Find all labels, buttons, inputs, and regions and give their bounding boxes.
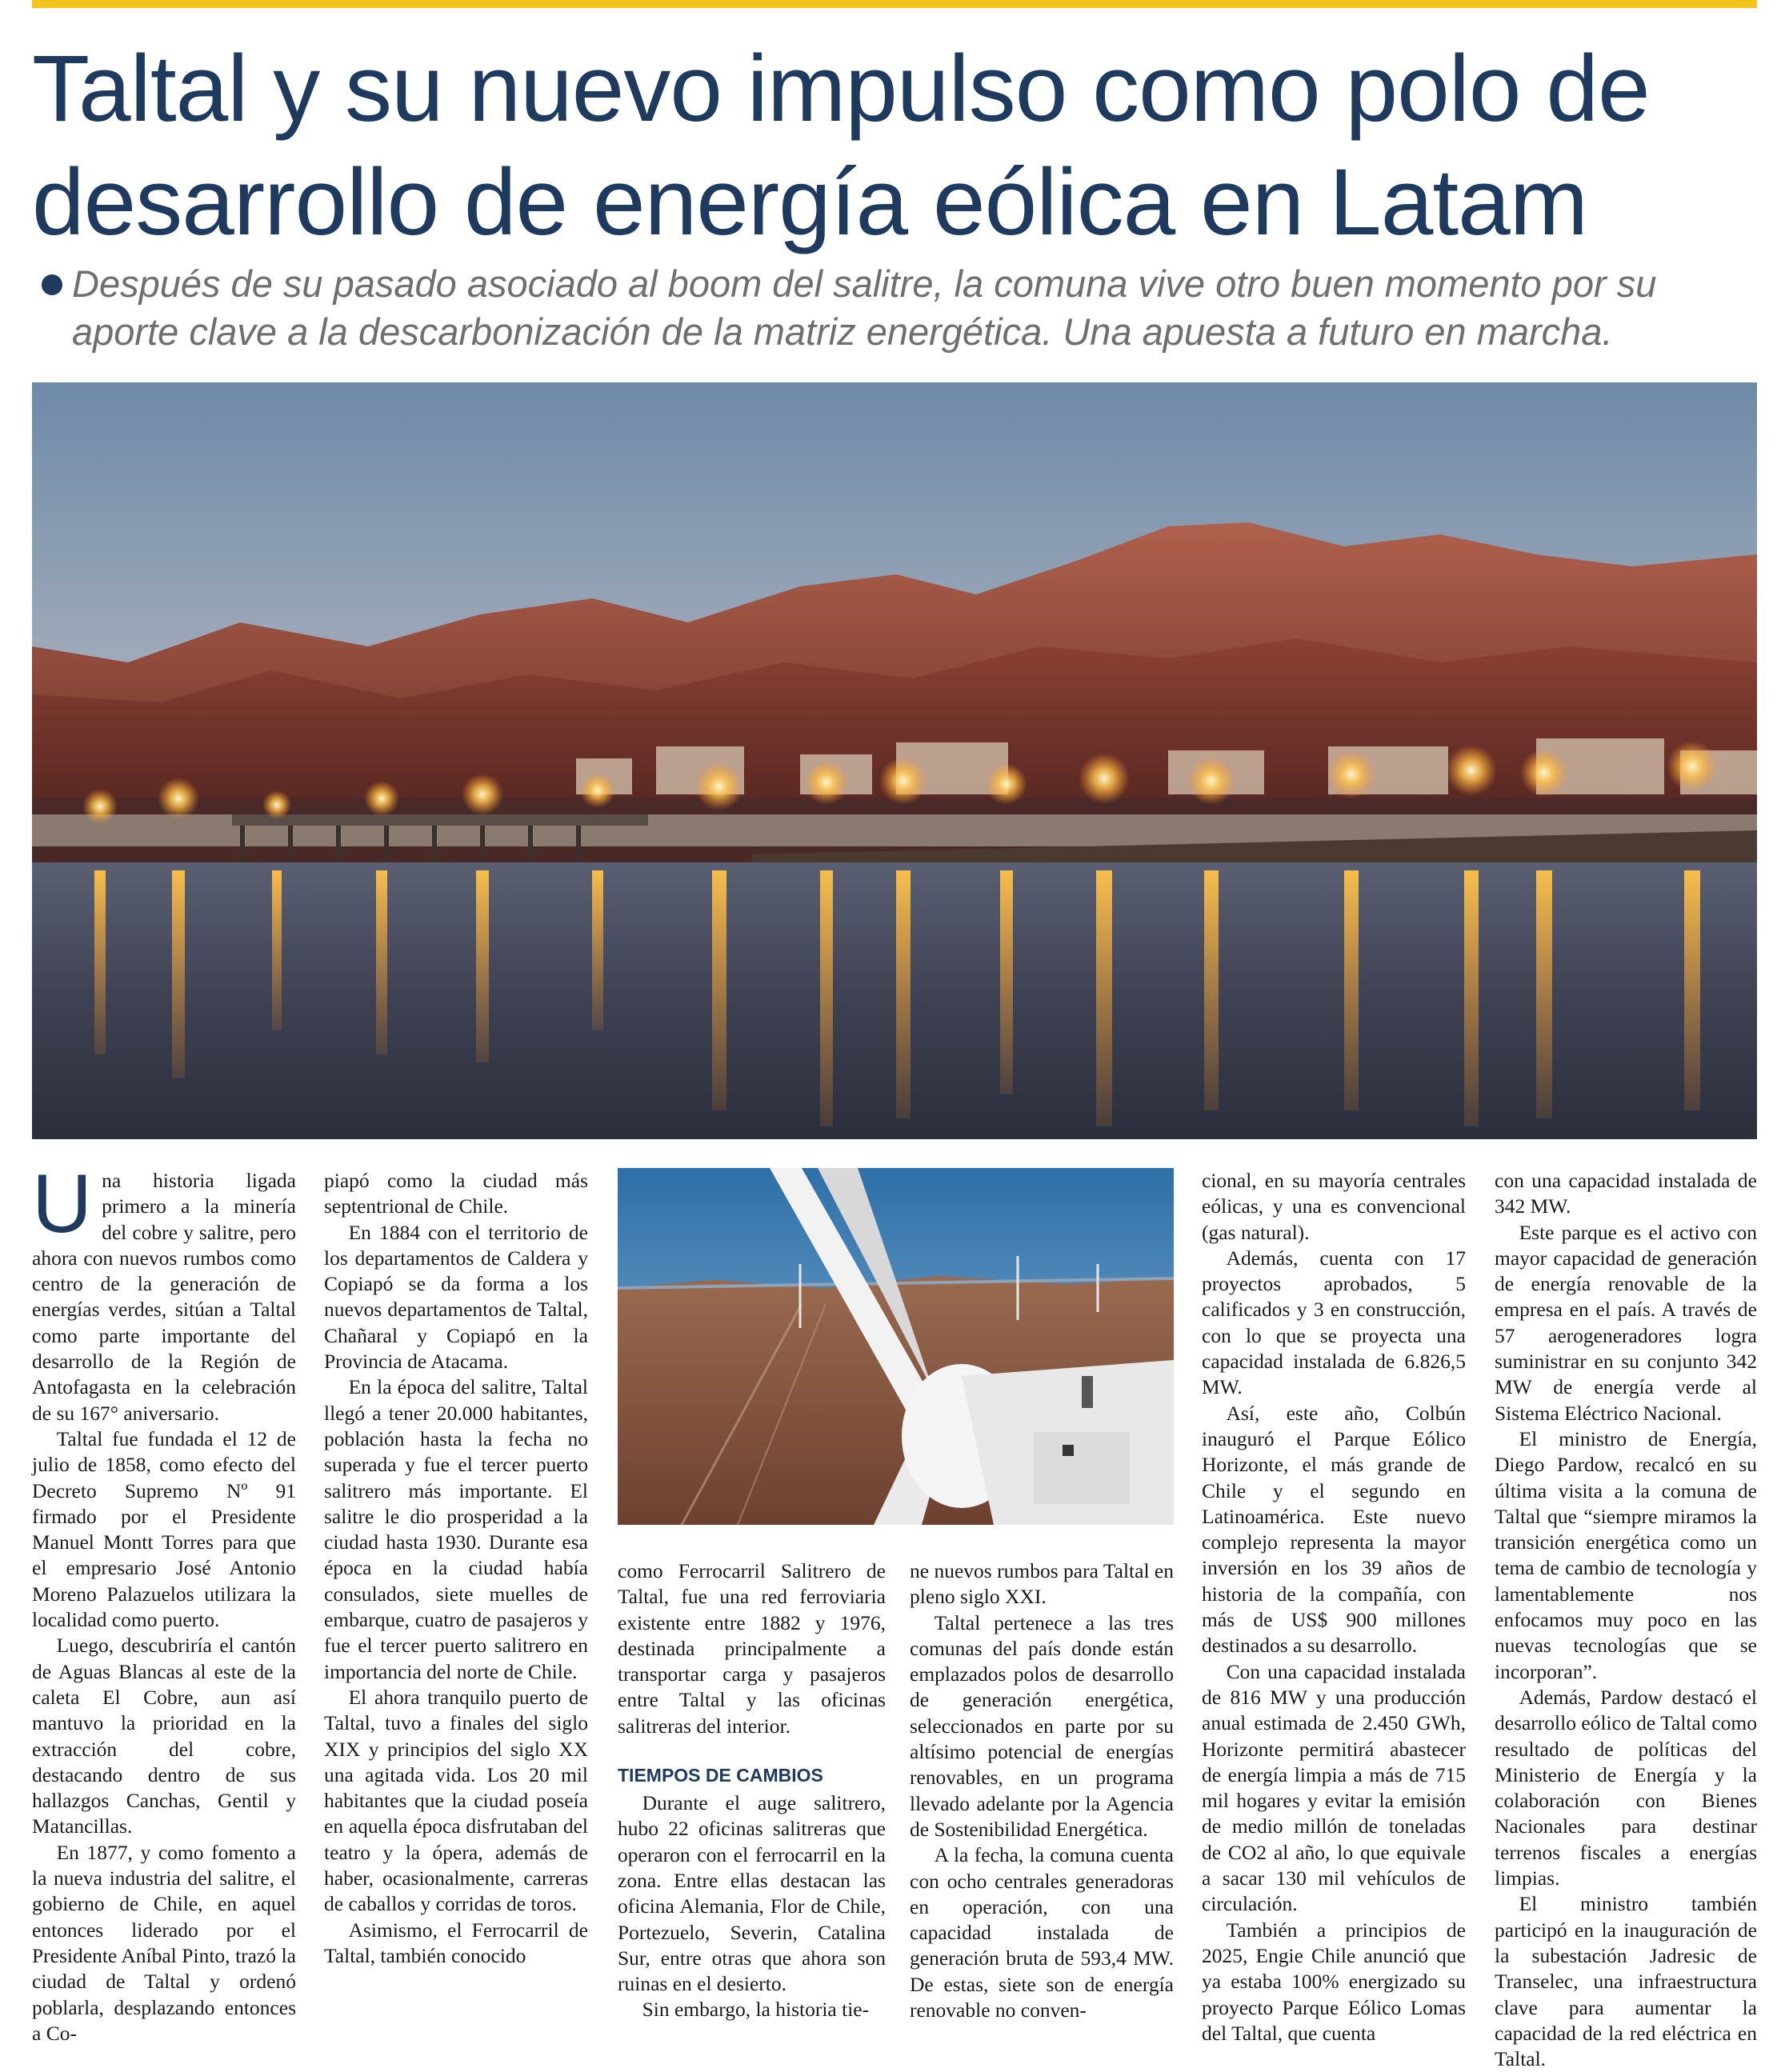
paragraph: A la fecha, la comuna cuenta con ocho centrales generadoras en operación, con una capacidad instalada de generación bruta de 593,4 MW. De estas, siete son de energía renovable no conven- — [910, 1843, 1174, 2022]
paragraph: piapó como la ciudad más septentrional de Chile. — [324, 1169, 588, 1218]
paragraph: El ministro también participó en la inauguración de la subestación Jadresic de Transelec, una infraestructura clave para aumentar la capacidad de la red eléctrica en Taltal. — [1495, 1892, 1757, 2071]
article-column-2 — [324, 1168, 588, 2040]
paragraph: En 1877, y como fomento a la nueva industria del salitre, el gobierno de Chile, en aquel entonces liderado por el Presidente Aníbal Pinto, trazó la ciudad de Taltal y ordenó poblarla, desplazando entonces a Co- — [32, 1840, 296, 2045]
headline: Taltal y su nuevo impulso como polo de desarrollo de energía eólica en Latam — [32, 36, 1650, 255]
paragraph: Luego, descubriría el cantón de Aguas Blancas al este de la caleta El Cobre, aun así mantuvo la prioridad en la extracción del cobre, destacando dentro de sus hallazgos Canchas, Gentil y Matancillas. — [32, 1634, 296, 1838]
paragraph: Además, Pardow destacó el desarrollo eólico de Taltal como resultado de políticas del Ministerio de Energía y la colaboración con Bienes Nacionales para destinar terrenos fiscales a energías limpias. — [1495, 1685, 1757, 1890]
paragraph: Taltal pertenece a las tres comunas del país donde están emplazados polos de desarrollo de generación energética, seleccionados en parte por su altísimo potencial de energías renovables, en un programa llevado adelante por la Agencia de Sostenibilidad Energética. — [910, 1610, 1174, 1841]
top-accent-bar — [32, 0, 1757, 8]
drop-cap: U — [32, 1158, 93, 1250]
paragraph: como Ferrocarril Salitrero de Taltal, fue una red ferroviaria existente entre 1882 y 1976, destinada principalmente a transportar carga y pasajeros entre Taltal y las oficinas salitreras del interior. — [618, 1559, 886, 1738]
paragraph: Sin embargo, la historia tie- — [642, 1998, 870, 2022]
paragraph: Con una capacidad instalada de 816 MW y una producción anual estimada de 2.450 GWh, Horizonte permitirá abastecer de energía limpia a más de 715 mil hogares y evitar la emisión de medio millón de toneladas de CO2 al año, lo que equivale a sacar 130 mil vehículos de circulación. — [1202, 1659, 1466, 1916]
article-column-5 — [1202, 1168, 1466, 2045]
section-subhead: TIEMPOS DE CAMBIOS — [618, 1765, 823, 1786]
paragraph: El ahora tranquilo puerto de Taltal, tuvo a finales del siglo XIX y principios del siglo XX una agitada vida. Los 20 mil habitantes que la ciudad poseía en aquella época disfrutaban del teatro y la ópera, además de haber, ocasionalmente, carreras de caballos y corridas de toros. — [324, 1685, 588, 1916]
paragraph: También a principios de 2025, Engie Chile anunció que ya estaba 100% energizado su proyecto Parque Eólico Lomas del Taltal, que cuenta — [1202, 1918, 1466, 2045]
wind-turbine-photo — [618, 1168, 1174, 1525]
taltal-harbor-photo — [32, 382, 1757, 1139]
paragraph: Durante el auge salitrero, hubo 22 oficinas salitreras que operaron con el ferrocarril en la zona. Entre ellas destacan las oficina Alemania, Flor de Chile, Portezuelo, Severin, Catalina Sur, entre otras que ahora son ruinas en el desierto. — [618, 1791, 886, 1996]
paragraph: con una capacidad instalada de 342 MW. — [1495, 1169, 1757, 1218]
paragraph: na historia ligada primero a la minería del cobre y salitre, pero ahora con nuevos rumbos como centro de la generación de energías verdes, sitúan a Taltal como parte importante del desarrollo de la Región de Antofagasta en la celebración de su 167° aniversario. — [32, 1169, 296, 1425]
paragraph: Taltal fue fundada el 12 de julio de 1858, como efecto del Decreto Supremo Nº 91 firmado por el Presidente Manuel Montt Torres para que el empresario José Antonio Moreno Palazuelos utilizara la localidad como puerto. — [32, 1426, 296, 1632]
paragraph: cional, en su mayoría centrales eólicas, y una es convencional (gas natural). — [1202, 1169, 1466, 1244]
article-column-4 — [910, 1558, 1174, 2040]
deck: Después de su pasado asociado al boom del salitre, la comuna vive otro buen momento por su aporte clave a la descarbonización de la matriz energética. Una apuesta a futuro en marcha. — [72, 262, 1657, 353]
paragraph: En 1884 con el territorio de los departamentos de Caldera y Copiapó se da forma a los nuevos departamentos de Taltal, Chañaral y Copiapó en la Provincia de Atacama. — [324, 1220, 588, 1374]
paragraph: Además, cuenta con 17 proyectos aprobados, 5 calificados y 3 en construcción, con lo que se proyecta una capacidad instalada de 6.826,5 MW. — [1202, 1246, 1466, 1399]
article-column-3 — [618, 1558, 886, 2040]
article-column-6 — [1495, 1168, 1757, 2071]
paragraph: El ministro de Energía, Diego Pardow, recalcó en su última visita a la comuna de Taltal que “siempre miramos la transición energética como un tema de cambio de tecnología y lamentablemente nos enfocamos muy poco en las nuevas tecnologías que se incorporan”. — [1495, 1426, 1757, 1683]
paragraph: Asimismo, el Ferrocarril de Taltal, también conocido — [324, 1918, 588, 1967]
paragraph: ne nuevos rumbos para Taltal en pleno siglo XXI. — [910, 1559, 1174, 1609]
deck-bullet-icon — [42, 274, 62, 295]
paragraph: Así, este año, Colbún inauguró el Parque Eólico Horizonte, el más grande de Chile y el segundo en Latinoamérica. Este nuevo complejo representa la mayor inversión en los 39 años de historia de la compañía, con más de US$ 900 millones destinados a su desarrollo. — [1202, 1401, 1466, 1658]
article-column-1 — [32, 1158, 296, 2045]
paragraph: En la época del salitre, Taltal llegó a tener 20.000 habitantes, población hasta la fecha no superada y fue el tercer puerto salitrero más importante. El salitre le dio prosperidad a la ciudad hasta 1930. Durante esa época en la ciudad había consulados, siete muelles de embarque, cuatro de pasajeros y fue el tercer puerto salitrero en importancia del norte de Chile. — [324, 1375, 588, 1683]
paragraph: Este parque es el activo con mayor capacidad de generación de energía renovable de la empresa en el país. A través de 57 aerogeneradores logra suministrar en su conjunto 342 MW de energía verde al Sistema Eléctrico Nacional. — [1495, 1220, 1757, 1425]
